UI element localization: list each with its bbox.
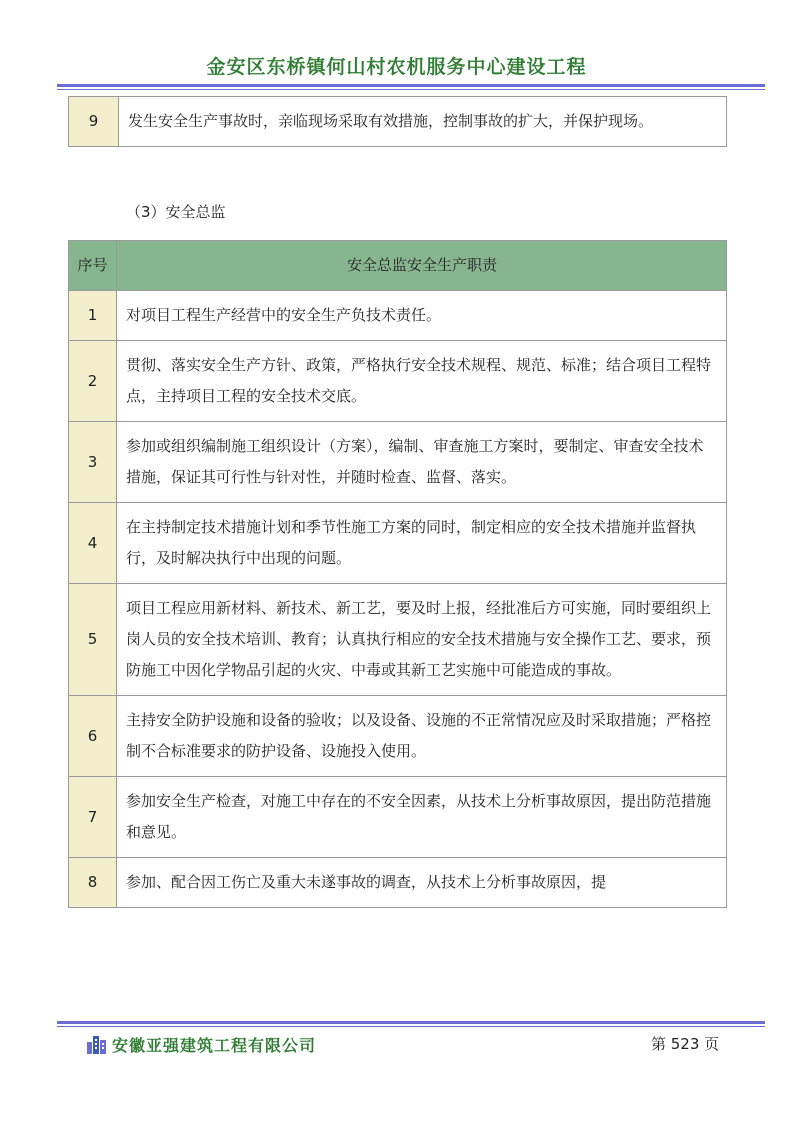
page-header-title: 金安区东桥镇何山村农机服务中心建设工程: [206, 56, 587, 78]
header-rule-thick: [57, 84, 765, 87]
table-header-row: [69, 241, 727, 291]
table-row: [69, 584, 727, 696]
footer-rule-thin: [57, 1026, 765, 1027]
row-number: 6: [69, 696, 117, 777]
row-text: 主持安全防护设施和设备的验收；以及设备、设施的不正常情况应及时采取措施；严格控制不合标准要求的防护设备、设施投入使用。: [117, 696, 727, 777]
row-text: 在主持制定技术措施计划和季节性施工方案的同时，制定相应的安全技术措施并监督执行，及时解决执行中出现的问题。: [117, 503, 727, 584]
row-number: 3: [69, 422, 117, 503]
row-number: 1: [69, 291, 117, 341]
row-text: 参加、配合因工伤亡及重大未遂事故的调查，从技术上分析事故原因，提: [117, 858, 727, 908]
header-rule-thin: [57, 89, 765, 90]
row-number: 5: [69, 584, 117, 696]
table-row: [69, 97, 727, 147]
row-text: 贯彻、落实安全生产方针、政策，严格执行安全技术规程、规范、标准；结合项目工程特点，主持项目工程的安全技术交底。: [117, 341, 727, 422]
table-row: [69, 858, 727, 908]
continued-duties-table: [68, 96, 727, 147]
row-text: 发生安全生产事故时，亲临现场采取有效措施，控制事故的扩大，并保护现场。: [119, 97, 727, 147]
row-number: 8: [69, 858, 117, 908]
row-number: 2: [69, 341, 117, 422]
row-text: 参加或组织编制施工组织设计（方案），编制、审查施工方案时，要制定、审查安全技术措施，保证其可行性与针对性，并随时检查、监督、落实。: [117, 422, 727, 503]
row-text: 参加安全生产检查，对施工中存在的不安全因素，从技术上分析事故原因，提出防范措施和意见。: [117, 777, 727, 858]
footer-rule-thick: [57, 1021, 765, 1024]
row-number: 4: [69, 503, 117, 584]
page-number: 第 523 页: [651, 1035, 720, 1053]
row-number: 9: [69, 97, 119, 147]
row-number: 7: [69, 777, 117, 858]
building-logo-icon: [86, 1033, 108, 1055]
row-text: 对项目工程生产经营中的安全生产负技术责任。: [117, 291, 727, 341]
safety-director-duties-table: [68, 240, 727, 908]
header-number-label: 序号: [69, 241, 117, 291]
header-title-label: 安全总监安全生产职责: [117, 241, 727, 291]
table-row: [69, 422, 727, 503]
footer-company: [86, 1031, 316, 1057]
company-name: 安徽亚强建筑工程有限公司: [112, 1035, 317, 1055]
table-row: [69, 503, 727, 584]
table-row: [69, 696, 727, 777]
table-row: [69, 341, 727, 422]
table-row: [69, 777, 727, 858]
table-row: [69, 291, 727, 341]
row-text: 项目工程应用新材料、新技术、新工艺，要及时上报，经批准后方可实施，同时要组织上岗人员的安全技术培训、教育；认真执行相应的安全技术措施与安全操作工艺、要求，预防施工中因化学物品引起的火灾、中毒或其新工艺实施中可能造成的事故。: [117, 584, 727, 696]
section-heading: （3）安全总监: [126, 203, 226, 221]
